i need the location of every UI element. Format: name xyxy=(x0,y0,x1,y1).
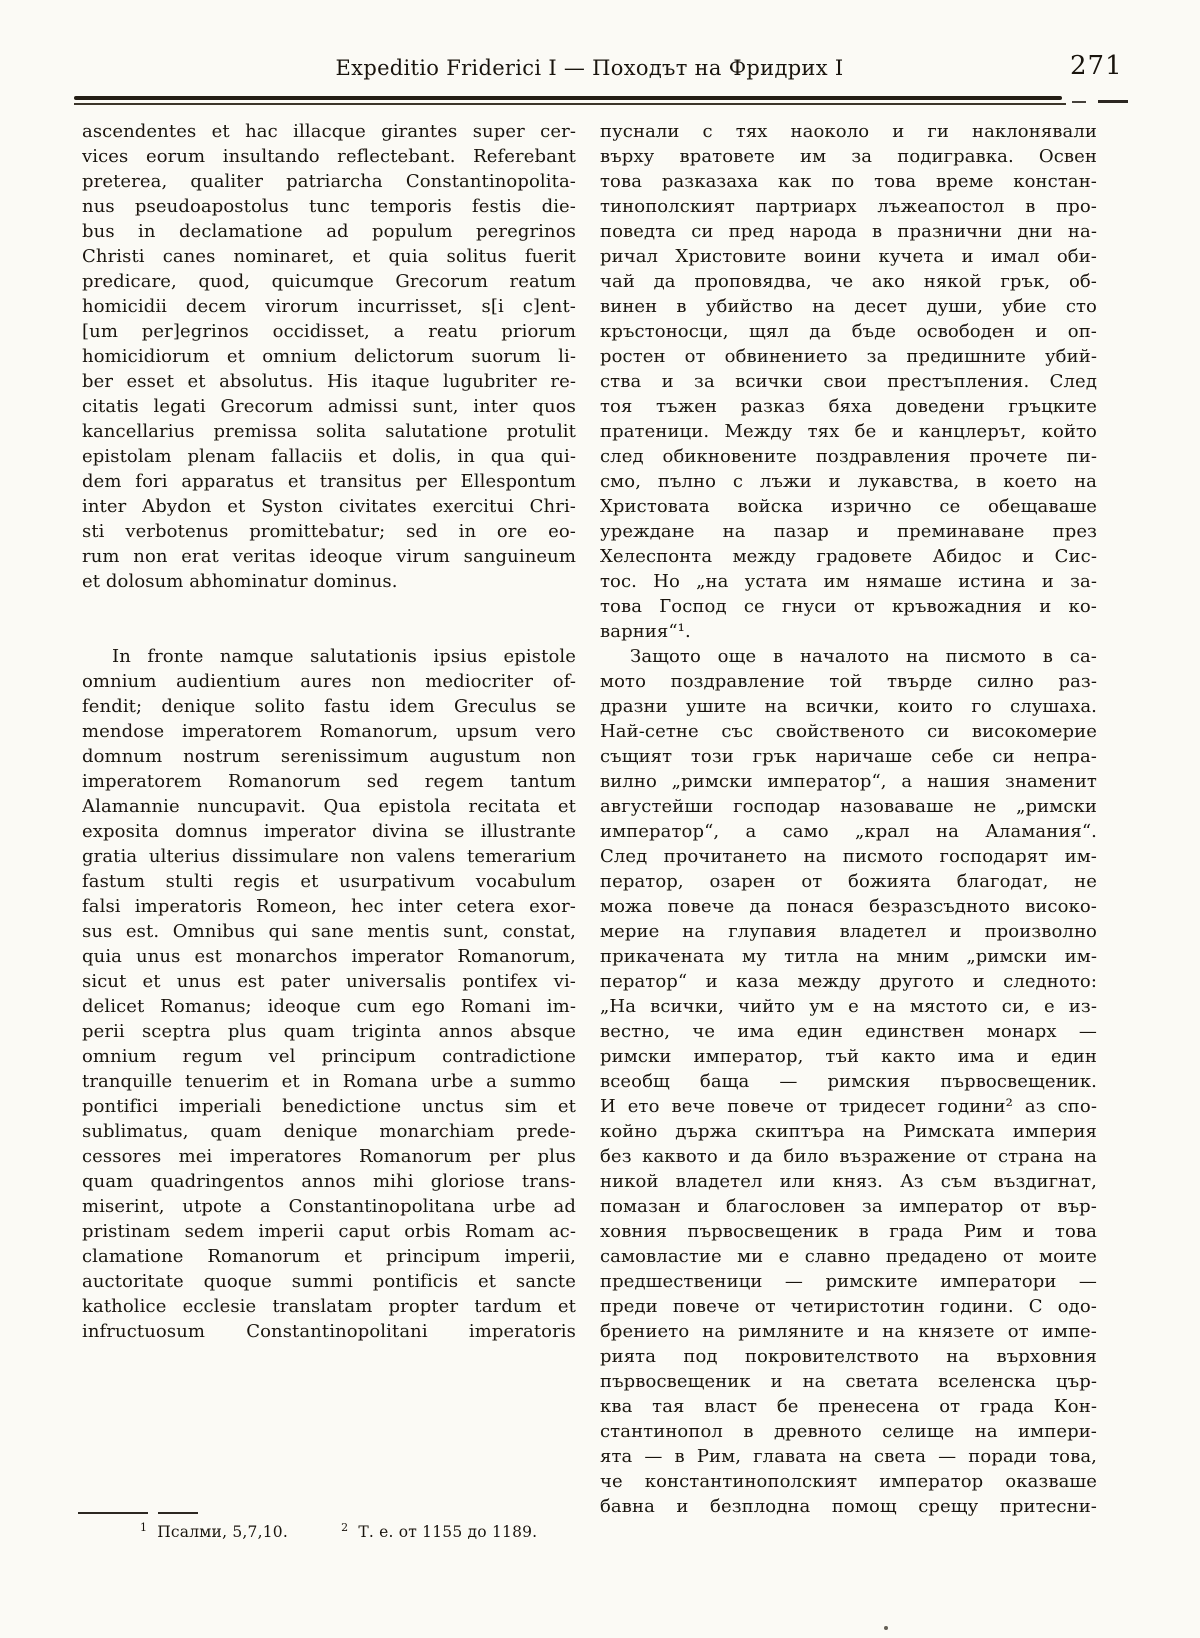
text-line: винен в убийство на десет души, убие сто xyxy=(600,296,1097,317)
text-line: същият този грък наричаше себе си непра- xyxy=(600,746,1097,767)
footnote-1 xyxy=(140,1523,288,1541)
footnote-2-text: Т. е. от 1155 до 1189. xyxy=(358,1523,538,1542)
text-line: върху вратовете им за подигравка. Освен xyxy=(600,146,1097,167)
text-line: ства и за всички свои престъпления. След xyxy=(600,371,1097,392)
text-line: уреждане на пазар и преминаване през xyxy=(600,521,1097,542)
text-line: Най-сетне със свойственото си високомерие xyxy=(600,721,1097,742)
text-line: cessores mei imperatores Romanorum per plus xyxy=(82,1146,576,1167)
text-line: Защото още в началото на писмото в са- xyxy=(630,646,1097,667)
text-line: homicidiorum et omnium delictorum suorum li- xyxy=(82,346,576,367)
text-line: поведта си пред народа в празнични дни на- xyxy=(600,221,1097,242)
text-line: Христовата войска изрично се обещаваше xyxy=(600,496,1097,517)
text-line: преди повече от четиристотин години. С одо- xyxy=(600,1296,1097,1317)
text-line: прикачената му титла на мним „римски им- xyxy=(600,946,1097,967)
paragraph xyxy=(600,644,1097,1519)
text-line: miserint, utpote a Constantinopolitana urbe ad xyxy=(82,1196,576,1217)
text-line: можа повече да понася безразсъдното високо- xyxy=(600,896,1097,917)
text-line: Хелеспонта между градовете Абидос и Сис- xyxy=(600,546,1097,567)
text-line: помазан и благословен за император от вър- xyxy=(600,1196,1097,1217)
text-line: ператор, озарен от божията благодат, не xyxy=(600,871,1097,892)
text-line: epistolam plenam fallaciis et dolis, in qua qui- xyxy=(82,446,576,467)
text-line: homicidii decem virorum incurrisset, s[i c]ent- xyxy=(82,296,576,317)
text-line: vices eorum insultando reflectebant. Referebant xyxy=(82,146,576,167)
text-line: auctoritate quoque summi pontificis et sancte xyxy=(82,1271,576,1292)
text-line: imperatorem Romanorum sed regem tantum xyxy=(82,771,576,792)
text-line: брението на римляните и на князете от импе- xyxy=(600,1321,1097,1342)
text-line: ростен от обвинението за предишните убий- xyxy=(600,346,1097,367)
footnote-1-marker: 1 xyxy=(140,1521,148,1534)
text-line: mendose imperatorem Romanorum, upsum vero xyxy=(82,721,576,742)
text-line: perii sceptra plus quam triginta annos absque xyxy=(82,1021,576,1042)
page-number: 271 xyxy=(1070,51,1123,81)
text-line: In fronte namque salutationis ipsius epistole xyxy=(112,646,576,667)
text-line: тинополският партриарх лъжеапостол в про- xyxy=(600,196,1097,217)
text-line: sti verbotenus promittebatur; sed in ore eo- xyxy=(82,521,576,542)
text-line: sicut et unus est pater universalis pontifex vi- xyxy=(82,971,576,992)
text-line: et dolosum abhominatur dominus. xyxy=(82,571,398,592)
footnote-separator-rule xyxy=(78,1512,148,1514)
text-line: първосвещеник и на светата вселенска цър- xyxy=(600,1371,1097,1392)
text-line: смо, пълно с лъжи и лукавства, в което на xyxy=(600,471,1097,492)
text-line: рията под покровителството на върховния xyxy=(600,1346,1097,1367)
header-rule-thin xyxy=(74,103,1066,105)
text-line: вестно, че има един единствен монарх — xyxy=(600,1021,1097,1042)
text-line: fastum stulti regis et usurpativum vocabulum xyxy=(82,871,576,892)
text-line: clamatione Romanorum et principum imperii, xyxy=(82,1246,576,1267)
footnote-separator-rule-segment xyxy=(158,1512,198,1514)
text-line: citatis legati Grecorum admissi sunt, inter quos xyxy=(82,396,576,417)
text-line: gratia ulterius dissimulare non valens temerarium xyxy=(82,846,576,867)
latin-text-column xyxy=(82,119,576,1344)
text-line: ята — в Рим, главата на света — поради това, xyxy=(600,1446,1097,1467)
text-line: император“, а само „крал на Аламания“. xyxy=(600,821,1097,842)
paragraph xyxy=(82,119,576,594)
footnote-2 xyxy=(341,1523,537,1541)
text-line: infructuosum Constantinopolitani imperatoris xyxy=(82,1321,576,1342)
bulgarian-text-column xyxy=(600,119,1097,1519)
text-line: мото поздравление той твърде силно раз- xyxy=(600,671,1097,692)
text-line: И ето вече повече от тридесет години² аз спо- xyxy=(600,1096,1097,1117)
text-line: tranquille tenuerim et in Romana urbe a summo xyxy=(82,1071,576,1092)
text-line: пуснали с тях наоколо и ги наклонявали xyxy=(600,121,1097,142)
text-line: fendit; denique solito fastu idem Greculus se xyxy=(82,696,576,717)
text-line: quia unus est monarchos imperator Romanorum, xyxy=(82,946,576,967)
scan-artifact-dot xyxy=(884,1626,888,1630)
footnotes xyxy=(140,1521,537,1541)
text-line: pristinam sedem imperii caput orbis Romam ac- xyxy=(82,1221,576,1242)
text-line: кръстоносци, щял да бъде освободен и оп- xyxy=(600,321,1097,342)
text-line: ascendentes et hac illacque girantes super cer- xyxy=(82,121,576,142)
text-line: omnium audientium aures non mediocriter of- xyxy=(82,671,576,692)
text-line: никой владетел или княз. Аз съм въздигнат, xyxy=(600,1171,1097,1192)
text-line: ber esset et absolutus. His itaque lugubriter re- xyxy=(82,371,576,392)
header-rule-dash xyxy=(1072,101,1086,103)
text-line: след обикновените поздравления прочете пи- xyxy=(600,446,1097,467)
text-line: тос. Но „на устата им нямаше истина и за- xyxy=(600,571,1097,592)
text-line: katholice ecclesie translatam propter tardum et xyxy=(82,1296,576,1317)
text-line: inter Abydon et Syston civitates exercitui Chri- xyxy=(82,496,576,517)
text-line: Christi canes nominaret, et quia solitus fuerit xyxy=(82,246,576,267)
text-line: sus est. Omnibus qui sane mentis sunt, constat, xyxy=(82,921,576,942)
text-line: ператор“ и каза между другото и следното: xyxy=(600,971,1097,992)
text-line: римски император, тъй както има и един xyxy=(600,1046,1097,1067)
text-line: pontifici imperiali benedictione unctus sim et xyxy=(82,1096,576,1117)
paragraph xyxy=(82,644,576,1344)
text-line: predicare, quod, quicumque Grecorum reatum xyxy=(82,271,576,292)
text-line: предшественици — римските императори — xyxy=(600,1271,1097,1292)
text-line: августейши господар назоваваше не „римски xyxy=(600,796,1097,817)
text-line: dem fori apparatus et transitus per Ellespontum xyxy=(82,471,576,492)
text-line: варния“¹. xyxy=(600,621,691,642)
running-title: Expeditio Friderici I — Походът на Фридрих I xyxy=(335,56,844,80)
text-line: Alamannie nuncupavit. Qua epistola recitata et xyxy=(82,796,576,817)
text-line: койно държа скиптъра на Римската империя xyxy=(600,1121,1097,1142)
text-line: че константинополският император оказваше xyxy=(600,1471,1097,1492)
text-line: [um per]egrinos occidisset, a reatu priorum xyxy=(82,321,576,342)
text-line: nus pseudoapostolus tunc temporis festis die- xyxy=(82,196,576,217)
text-line: kancellarius premissa solita salutatione protulit xyxy=(82,421,576,442)
paragraph xyxy=(600,119,1097,644)
text-line: това разказаха как по това време констан- xyxy=(600,171,1097,192)
text-line: sublimatus, quam denique monarchiam prede- xyxy=(82,1121,576,1142)
text-line: „На всички, чийто ум е на мястото си, е из- xyxy=(600,996,1097,1017)
footnote-1-text: Псалми, 5,7,10. xyxy=(157,1523,288,1542)
text-line: без каквото и да било възражение от страна на xyxy=(600,1146,1097,1167)
text-line: rum non erat veritas ideoque virum sanguineum xyxy=(82,546,576,567)
text-line: ричал Христовите воини кучета и имал оби- xyxy=(600,246,1097,267)
text-line: ква тая власт бе пренесена от града Кон- xyxy=(600,1396,1097,1417)
footnote-2-marker: 2 xyxy=(341,1521,349,1534)
text-line: domnum nostrum serenissimum augustum non xyxy=(82,746,576,767)
text-line: дразни ушите на всички, които го слушаха. xyxy=(600,696,1097,717)
text-line: това Господ се гнуси от кръвожадния и ко- xyxy=(600,596,1097,617)
text-line: стантинопол в древното селище на импери- xyxy=(600,1421,1097,1442)
text-line: вилно „римски император“, а нашия знаменит xyxy=(600,771,1097,792)
text-line: exposita domnus imperator divina se illustrante xyxy=(82,821,576,842)
header-rule-thick xyxy=(74,96,1062,100)
text-line: bus in declamatione ad populum peregrinos xyxy=(82,221,576,242)
text-line: всеобщ баща — римския първосвещеник. xyxy=(600,1071,1097,1092)
text-line: falsi imperatoris Romeon, hec inter cetera exor- xyxy=(82,896,576,917)
text-line: След прочитането на писмото господарят им- xyxy=(600,846,1097,867)
header-rule-dash-end xyxy=(1098,100,1128,103)
text-line: preterea, qualiter patriarcha Constantinopolita- xyxy=(82,171,576,192)
text-line: quam quadringentos annos mihi gloriose trans- xyxy=(82,1171,576,1192)
text-line: ховния първосвещеник в града Рим и това xyxy=(600,1221,1097,1242)
text-line: omnium regum vel principum contradictione xyxy=(82,1046,576,1067)
text-line: delicet Romanus; ideoque cum ego Romani im- xyxy=(82,996,576,1017)
text-line: тоя тъжен разказ бяха доведени гръцките xyxy=(600,396,1097,417)
text-line: чай да проповядва, че ако някой грък, об- xyxy=(600,271,1097,292)
text-line: мерие на глупавия владетел и произволно xyxy=(600,921,1097,942)
text-line: самовластие ми е славно предадено от моите xyxy=(600,1246,1097,1267)
text-line: бавна и безплодна помощ срещу притесни- xyxy=(600,1496,1097,1517)
text-line: пратеници. Между тях бе и канцлерът, който xyxy=(600,421,1097,442)
